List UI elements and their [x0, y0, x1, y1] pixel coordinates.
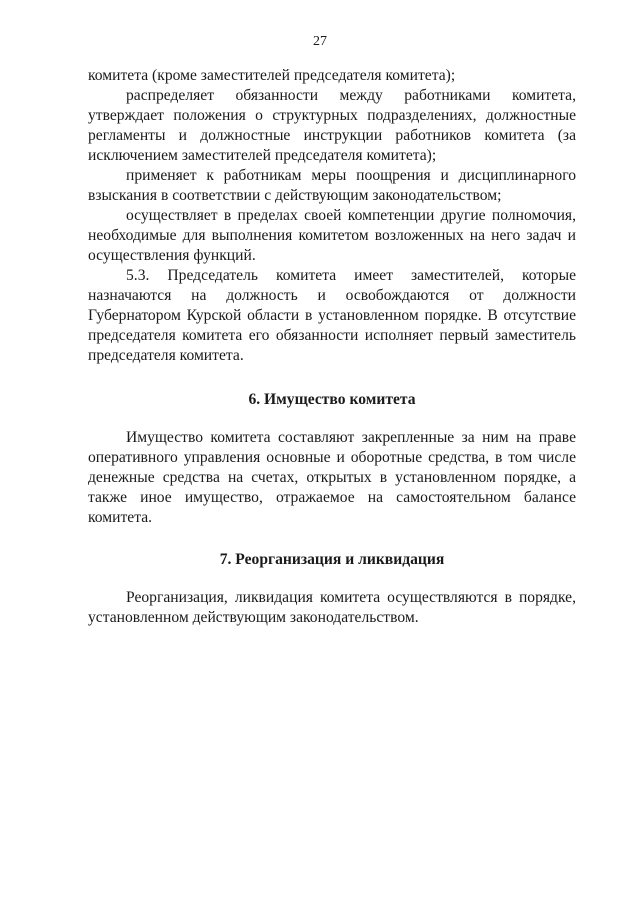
section-heading-property: 6. Имущество комитета: [248, 391, 416, 408]
section-heading-reorganization: 7. Реорганизация и ликвидация: [219, 551, 445, 568]
paragraph-reorganization: Реорганизация, ликвидация комитета осуществляются в порядке, установленном действующим законодательством.: [88, 589, 576, 626]
document-body: [88, 66, 576, 628]
paragraph-incentives: применяет к работникам меры поощрения и дисциплинарного взыскания в соответствии с действующим законодательством;: [88, 167, 576, 204]
spacer: [88, 410, 576, 428]
spacer: [88, 366, 576, 390]
paragraph-duties-distribution: распределяет обязанности между работниками комитета, утверждает положения о структурных подразделениях, должностные регламенты и должностные инструкции работников комитета (за исключением заместителей председателя комитета);: [88, 87, 576, 164]
paragraph-other-powers: осуществляет в пределах своей компетенции другие полномочия, необходимые для выполнения комитетом возложенных на него задач и осуществления функций.: [88, 207, 576, 264]
paragraph-property: Имущество комитета составляют закрепленные за ним на праве оперативного управления основные и оборотные средства, в том числе денежные средства на счетах, открытых в установленном порядке, а также иное имущество, отражаемое на самостоятельном балансе комитета.: [88, 429, 576, 526]
paragraph-5-3-deputies: 5.3. Председатель комитета имеет заместителей, которые назначаются на должность и освобождаются от должности Губернатором Курской области в установленном порядке. В отсутствие председателя комитета его обязанности исполняет первый заместитель председателя комитета.: [88, 267, 576, 364]
spacer: [88, 528, 576, 550]
spacer: [88, 570, 576, 588]
paragraph-continuation: комитета (кроме заместителей председателя комитета);: [88, 67, 456, 84]
page-number: 27: [313, 34, 327, 49]
